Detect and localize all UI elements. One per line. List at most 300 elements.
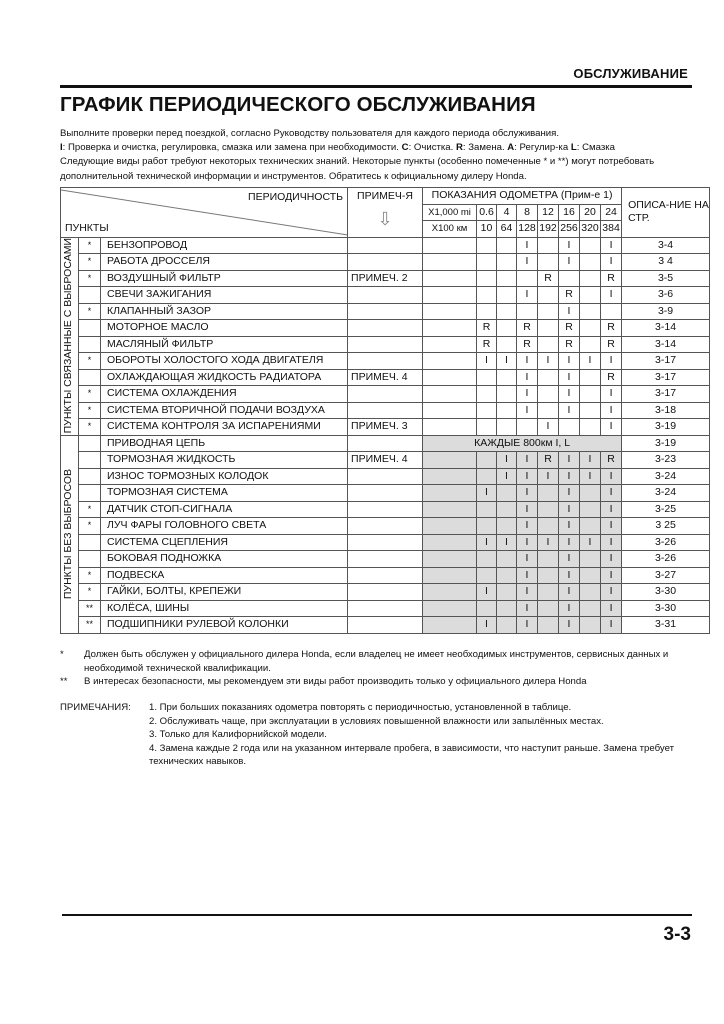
dealer-mark (79, 435, 101, 452)
item-name: ТОРМОЗНАЯ ЖИДКОСТЬ (101, 452, 348, 469)
odo-mi-header: 24 (601, 204, 622, 221)
service-cell (538, 518, 559, 535)
item-name: СИСТЕМА ВТОРИЧНОЙ ПОДАЧИ ВОЗДУХА (101, 402, 348, 419)
item-note (348, 303, 423, 320)
service-cell: I (497, 534, 517, 551)
odo-km-header: 128 (517, 221, 538, 238)
service-cell (497, 237, 517, 254)
page-ref: 3-4 (622, 237, 710, 254)
odo-km-header: 192 (538, 221, 559, 238)
service-cell (497, 270, 517, 287)
legend-code: C (401, 142, 409, 154)
service-cell (497, 320, 517, 337)
intro-line: Выполните проверки перед поездкой, согласно Руководству пользователя для каждого периода обслуживания. (60, 128, 560, 139)
unit-spacer (423, 336, 477, 353)
page-ref: 3-27 (622, 567, 710, 584)
service-cell: I (477, 353, 497, 370)
unit-spacer (423, 419, 477, 436)
service-cell (477, 254, 497, 271)
service-cell: I (559, 534, 580, 551)
table-row (61, 567, 710, 584)
odo-mi-header: 12 (538, 204, 559, 221)
service-cell: I (477, 534, 497, 551)
down-arrow-icon: ⇩ (377, 209, 393, 229)
table-row (61, 435, 710, 452)
odo-mi-header: 20 (580, 204, 601, 221)
page-ref: 3-6 (622, 287, 710, 304)
service-cell: I (601, 468, 622, 485)
table-row (61, 501, 710, 518)
item-name: ПОДШИПНИКИ РУЛЕВОЙ КОЛОНКИ (101, 617, 348, 634)
page-ref: 3-9 (622, 303, 710, 320)
page-ref: 3-24 (622, 468, 710, 485)
item-note (348, 468, 423, 485)
unit-mi: X1,000 mi (423, 204, 477, 221)
dealer-mark: * (79, 501, 101, 518)
service-cell: R (601, 320, 622, 337)
unit-spacer (423, 287, 477, 304)
service-cell: I (497, 353, 517, 370)
service-cell (538, 386, 559, 403)
dealer-mark (79, 452, 101, 469)
service-cell (497, 567, 517, 584)
unit-spacer (423, 254, 477, 271)
service-cell: I (517, 551, 538, 568)
page-ref: 3-23 (622, 452, 710, 469)
service-cell (538, 254, 559, 271)
page-ref: 3-26 (622, 534, 710, 551)
interval-span: КАЖДЫЕ 800км I, L (423, 435, 622, 452)
service-cell (580, 567, 601, 584)
service-cell (497, 336, 517, 353)
service-cell (601, 303, 622, 320)
dealer-mark (79, 336, 101, 353)
service-cell: I (559, 237, 580, 254)
unit-spacer (423, 468, 477, 485)
service-cell (477, 369, 497, 386)
service-cell (580, 501, 601, 518)
dealer-mark (79, 468, 101, 485)
service-cell: I (559, 386, 580, 403)
group-label-cell (61, 237, 79, 435)
dealer-mark (79, 320, 101, 337)
odo-km-header: 10 (477, 221, 497, 238)
service-cell: I (477, 617, 497, 634)
service-cell: I (517, 254, 538, 271)
dealer-mark: * (79, 567, 101, 584)
service-cell: I (559, 617, 580, 634)
item-name: ПРИВОДНАЯ ЦЕПЬ (101, 435, 348, 452)
dealer-mark (79, 485, 101, 502)
service-cell (538, 237, 559, 254)
intro-text (60, 127, 710, 184)
page-ref: 3-26 (622, 551, 710, 568)
service-cell (497, 584, 517, 601)
service-cell (580, 254, 601, 271)
item-name: ИЗНОС ТОРМОЗНЫХ КОЛОДОК (101, 468, 348, 485)
unit-spacer (423, 485, 477, 502)
service-cell: I (559, 518, 580, 535)
item-note (348, 237, 423, 254)
item-name: МАСЛЯНЫЙ ФИЛЬТР (101, 336, 348, 353)
service-cell (538, 303, 559, 320)
header-items-periodicity (61, 188, 348, 238)
table-row (61, 353, 710, 370)
page-ref: 3-17 (622, 353, 710, 370)
unit-km: X100 км (423, 221, 477, 238)
note-item: 2. Обслуживать чаще, при эксплуатации в условиях повышенной влажности или запылённых местах. (149, 715, 604, 727)
item-note (348, 534, 423, 551)
service-cell: I (601, 534, 622, 551)
page-ref: 3-5 (622, 270, 710, 287)
item-name: ОХЛАЖДАЮЩАЯ ЖИДКОСТЬ РАДИАТОРА (101, 369, 348, 386)
service-cell: I (559, 501, 580, 518)
service-cell (477, 452, 497, 469)
service-cell (580, 402, 601, 419)
service-cell: I (517, 584, 538, 601)
unit-spacer (423, 270, 477, 287)
service-cell: I (601, 617, 622, 634)
item-name: БЕНЗОПРОВОД (101, 237, 348, 254)
service-cell: I (601, 485, 622, 502)
service-cell (477, 270, 497, 287)
service-cell (580, 320, 601, 337)
service-cell: I (580, 353, 601, 370)
dealer-mark: * (79, 584, 101, 601)
service-cell: I (580, 468, 601, 485)
service-cell: R (601, 369, 622, 386)
footnote-text: Должен быть обслужен у официального дилера Honda, если владелец не имеет необходимых инструментов, сервисных данных и необходимой технической квалификации. (84, 649, 669, 674)
item-name: СИСТЕМА КОНТРОЛЯ ЗА ИСПАРЕНИЯМИ (101, 419, 348, 436)
section-header: ОБСЛУЖИВАНИЕ (573, 66, 688, 81)
dealer-mark: * (79, 237, 101, 254)
item-name: ПОДВЕСКА (101, 567, 348, 584)
legend-text: : Проверка и очистка, регулировка, смазка или замена при необходимости. (62, 142, 402, 154)
item-note (348, 518, 423, 535)
service-cell (477, 287, 497, 304)
service-cell: I (601, 567, 622, 584)
service-cell: I (601, 518, 622, 535)
legend-text: : Замена. (462, 142, 508, 154)
service-cell (477, 551, 497, 568)
item-name: КОЛЁСА, ШИНЫ (101, 600, 348, 617)
service-cell: I (538, 353, 559, 370)
page-ref: 3-25 (622, 501, 710, 518)
service-cell: R (517, 336, 538, 353)
dealer-mark (79, 287, 101, 304)
notes-section (60, 701, 710, 769)
table-row (61, 303, 710, 320)
service-cell (538, 485, 559, 502)
service-cell: R (559, 320, 580, 337)
item-note (348, 402, 423, 419)
unit-spacer (423, 617, 477, 634)
service-cell (497, 254, 517, 271)
service-cell (538, 501, 559, 518)
item-note: ПРИМЕЧ. 4 (348, 369, 423, 386)
header-rule (60, 85, 692, 88)
unit-spacer (423, 452, 477, 469)
table-row (61, 419, 710, 436)
item-name: СВЕЧИ ЗАЖИГАНИЯ (101, 287, 348, 304)
service-cell (497, 369, 517, 386)
table-row (61, 468, 710, 485)
service-cell: I (517, 237, 538, 254)
service-cell (497, 419, 517, 436)
item-note (348, 551, 423, 568)
item-name: ОБОРОТЫ ХОЛОСТОГО ХОДА ДВИГАТЕЛЯ (101, 353, 348, 370)
service-cell: I (538, 419, 559, 436)
service-cell: I (601, 254, 622, 271)
item-note (348, 567, 423, 584)
service-cell: R (517, 320, 538, 337)
footnote-mark: ** (60, 676, 68, 687)
item-note (348, 287, 423, 304)
service-cell: I (559, 452, 580, 469)
service-cell: I (517, 386, 538, 403)
unit-spacer (423, 584, 477, 601)
service-cell (497, 303, 517, 320)
service-cell (477, 402, 497, 419)
legend-code: A (507, 142, 515, 154)
service-cell (497, 402, 517, 419)
table-row (61, 534, 710, 551)
service-cell (580, 287, 601, 304)
footnote (60, 648, 710, 675)
table-row (61, 369, 710, 386)
service-cell (497, 518, 517, 535)
unit-spacer (423, 237, 477, 254)
service-cell (517, 419, 538, 436)
service-cell: I (538, 534, 559, 551)
note-item: 4. Замена каждые 2 года или на указанном интервале пробега, в зависимости, что наступит раньше. Замена требует технических навыков. (149, 742, 674, 767)
service-cell (497, 600, 517, 617)
service-cell: I (601, 501, 622, 518)
service-cell: I (517, 369, 538, 386)
item-name: БОКОВАЯ ПОДНОЖКА (101, 551, 348, 568)
table-row (61, 584, 710, 601)
item-note: ПРИМЕЧ. 3 (348, 419, 423, 436)
header-periodicity: ПЕРИОДИЧНОСТЬ (248, 191, 344, 203)
unit-spacer (423, 600, 477, 617)
item-name: ТОРМОЗНАЯ СИСТЕМА (101, 485, 348, 502)
item-name: ДАТЧИК СТОП-СИГНАЛА (101, 501, 348, 518)
service-cell (538, 617, 559, 634)
footnote-mark: * (60, 649, 64, 660)
service-cell: I (559, 600, 580, 617)
service-cell: R (538, 452, 559, 469)
page-number: 3-3 (663, 924, 691, 945)
item-name: СИСТЕМА СЦЕПЛЕНИЯ (101, 534, 348, 551)
item-name: КЛАПАННЫЙ ЗАЗОР (101, 303, 348, 320)
legend-text: : Очистка. (408, 142, 456, 154)
service-cell (517, 270, 538, 287)
unit-spacer (423, 386, 477, 403)
dealer-mark (79, 369, 101, 386)
service-cell (538, 567, 559, 584)
item-note (348, 254, 423, 271)
service-cell (477, 468, 497, 485)
table-row (61, 254, 710, 271)
service-cell: I (477, 584, 497, 601)
service-cell: I (559, 369, 580, 386)
header-page: ОПИСА-НИЕ НА СТР. (622, 188, 710, 238)
odo-mi-header: 16 (559, 204, 580, 221)
group-label: ПУНКТЫ СВЯЗАННЫЕ С ВЫБРОСАМИ (62, 238, 74, 434)
note-item: 1. При больших показаниях одометра повторять с периодичностью, установленной в таблице. (149, 702, 572, 713)
service-cell: I (517, 452, 538, 469)
table-row (61, 270, 710, 287)
page-ref: 3-24 (622, 485, 710, 502)
item-note (348, 600, 423, 617)
odo-km-header: 384 (601, 221, 622, 238)
odo-km-header: 256 (559, 221, 580, 238)
page-ref: 3-31 (622, 617, 710, 634)
service-cell (580, 386, 601, 403)
service-cell: I (601, 386, 622, 403)
service-cell: I (601, 287, 622, 304)
table-row (61, 600, 710, 617)
service-cell (538, 402, 559, 419)
service-cell (477, 386, 497, 403)
item-note (348, 320, 423, 337)
service-cell: R (601, 452, 622, 469)
item-note (348, 435, 423, 452)
service-cell (477, 600, 497, 617)
service-cell (497, 485, 517, 502)
dealer-mark: ** (79, 600, 101, 617)
service-cell (538, 600, 559, 617)
service-cell (497, 386, 517, 403)
service-cell: R (477, 320, 497, 337)
service-cell: I (497, 452, 517, 469)
service-cell: I (517, 468, 538, 485)
service-cell: I (559, 567, 580, 584)
service-cell (477, 237, 497, 254)
service-cell: I (601, 584, 622, 601)
service-cell (517, 303, 538, 320)
service-cell (580, 303, 601, 320)
service-cell (477, 419, 497, 436)
service-cell (497, 551, 517, 568)
service-cell: I (559, 584, 580, 601)
odo-km-header: 320 (580, 221, 601, 238)
dealer-mark (79, 534, 101, 551)
page-ref: 3-17 (622, 369, 710, 386)
service-cell (580, 419, 601, 436)
legend-text: : Смазка (576, 142, 615, 154)
service-cell: I (601, 419, 622, 436)
page-title: ГРАФИК ПЕРИОДИЧЕСКОГО ОБСЛУЖИВАНИЯ (60, 93, 536, 116)
service-cell (477, 501, 497, 518)
header-items: ПУНКТЫ (65, 221, 109, 234)
footnote-text: В интересах безопасности, мы рекомендуем эти виды работ производить только у официального дилера Honda (84, 676, 587, 687)
page-ref: 3-30 (622, 600, 710, 617)
service-cell (538, 551, 559, 568)
unit-spacer (423, 501, 477, 518)
service-cell (497, 501, 517, 518)
dealer-mark (79, 551, 101, 568)
item-name: СИСТЕМА ОХЛАЖДЕНИЯ (101, 386, 348, 403)
item-note (348, 353, 423, 370)
odo-mi-header: 8 (517, 204, 538, 221)
group-label: ПУНКТЫ БЕЗ ВЫБРОСОВ (62, 468, 74, 600)
service-cell (538, 369, 559, 386)
table-row (61, 402, 710, 419)
service-cell (477, 303, 497, 320)
table-row (61, 551, 710, 568)
page-ref: 3 4 (622, 254, 710, 271)
service-cell (559, 270, 580, 287)
page-ref: 3-19 (622, 419, 710, 436)
service-cell: I (517, 485, 538, 502)
service-cell (477, 518, 497, 535)
table-row (61, 617, 710, 634)
item-note (348, 386, 423, 403)
legend-code: I (60, 142, 63, 154)
item-note (348, 336, 423, 353)
service-cell: I (601, 402, 622, 419)
service-cell: I (580, 452, 601, 469)
service-cell: I (601, 353, 622, 370)
unit-spacer (423, 369, 477, 386)
service-cell: I (601, 600, 622, 617)
page-ref: 3 25 (622, 518, 710, 535)
service-cell (538, 320, 559, 337)
service-cell: I (517, 600, 538, 617)
odo-mi-header: 4 (497, 204, 517, 221)
page-ref: 3-17 (622, 386, 710, 403)
service-cell: I (559, 303, 580, 320)
service-cell (477, 567, 497, 584)
maintenance-schedule-table (60, 187, 710, 635)
header-odometer: ПОКАЗАНИЯ ОДОМЕТРА (Прим-е 1) (423, 188, 622, 205)
footnote (60, 675, 710, 689)
legend-line (60, 141, 710, 155)
dealer-mark: * (79, 353, 101, 370)
service-cell: I (517, 402, 538, 419)
footnotes (60, 648, 710, 689)
service-cell (580, 369, 601, 386)
service-cell (580, 270, 601, 287)
service-cell (580, 584, 601, 601)
service-cell (497, 287, 517, 304)
item-name: МОТОРНОЕ МАСЛО (101, 320, 348, 337)
item-note (348, 501, 423, 518)
item-note (348, 485, 423, 502)
dealer-mark: * (79, 402, 101, 419)
dealer-mark: ** (79, 617, 101, 634)
page-ref: 3-14 (622, 320, 710, 337)
legend-code: L (570, 142, 577, 154)
item-name: ГАЙКИ, БОЛТЫ, КРЕПЕЖИ (101, 584, 348, 601)
service-cell: R (538, 270, 559, 287)
page-ref: 3-14 (622, 336, 710, 353)
note-item: 3. Только для Калифорнийской модели. (149, 729, 327, 740)
unit-spacer (423, 320, 477, 337)
service-cell: I (559, 402, 580, 419)
unit-spacer (423, 303, 477, 320)
service-cell: I (517, 501, 538, 518)
item-name: ЛУЧ ФАРЫ ГОЛОВНОГО СВЕТА (101, 518, 348, 535)
page-ref: 3-19 (622, 435, 710, 452)
service-cell: I (517, 353, 538, 370)
unit-spacer (423, 534, 477, 551)
service-cell: I (601, 237, 622, 254)
service-cell (580, 600, 601, 617)
page-ref: 3-18 (622, 402, 710, 419)
service-cell: I (517, 534, 538, 551)
